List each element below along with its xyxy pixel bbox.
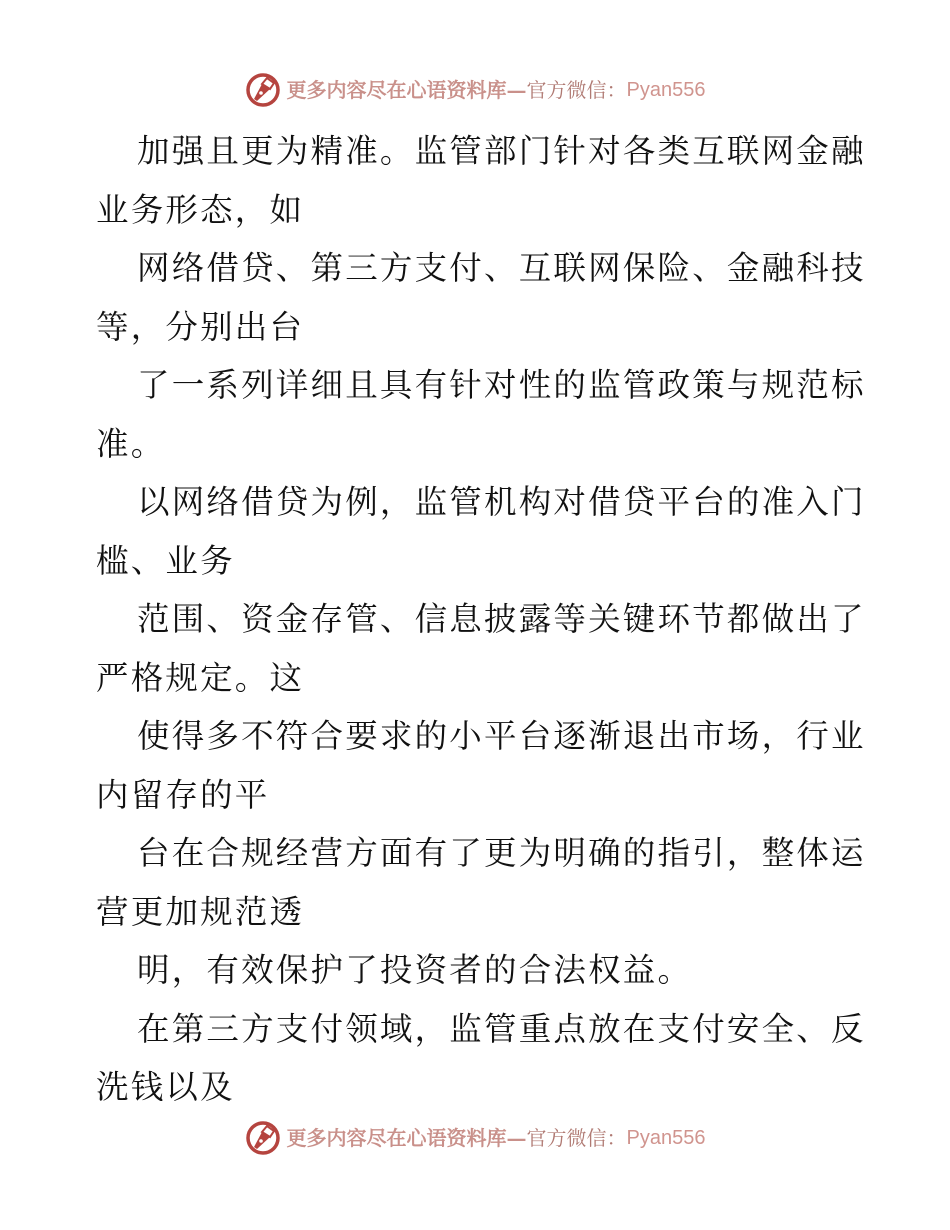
watermark-dash: — [506,78,527,102]
paragraph-line: 明，有效保护了投资者的合法权益。 [137,951,693,989]
paragraph-line: 严格规定。这 [96,658,305,697]
paragraph-line: 等，分别出台 [96,307,305,346]
paragraph-line: 洗钱以及 [96,1068,235,1106]
pen-nib-logo-icon [245,1120,281,1156]
paragraph-line: 范围、资金存管、信息披露等关键环节都做出了 [137,600,866,638]
document-body [96,122,866,1117]
paragraph-line: 以网络借贷为例，监管机构对借贷平台的准入门 [137,483,866,521]
paragraph-line: 了一系列详细且具有针对性的监管政策与规范标 [137,366,866,404]
paragraph-line: 业务形态，如 [96,190,305,229]
paragraph [96,824,866,941]
watermark-dash: — [506,1126,527,1150]
paragraph [96,122,866,239]
header-watermark [0,69,950,111]
paragraph [96,356,866,473]
watermark-official-label: 官方微信： [526,1126,627,1150]
paragraph-line: 在第三方支付领域，监管重点放在支付安全、反 [137,1009,866,1048]
paragraph-line: 内留存的平 [96,775,270,814]
paragraph [96,473,866,590]
watermark-official-label: 官方微信： [526,78,627,102]
paragraph-line: 台在合规经营方面有了更为明确的指引，整体运 [137,834,866,872]
watermark-site: 更多内容尽在心语资料库 [286,1126,507,1150]
footer-watermark [0,1117,950,1159]
paragraph [96,707,866,824]
watermark-wechat-id: Pyan556 [626,1127,706,1149]
paragraph [96,239,866,356]
paragraph-line: 槛、业务 [96,541,235,580]
watermark-site: 更多内容尽在心语资料库 [286,78,507,102]
watermark-text [287,1128,706,1148]
paragraph [96,590,866,707]
paragraph-line: 准。 [96,424,166,463]
paragraph-line: 网络借贷、第三方支付、互联网保险、金融科技 [137,249,866,287]
paragraph [96,941,856,1000]
paragraph-line: 加强且更为精准。监管部门针对各类互联网金融 [137,132,866,170]
watermark-wechat-id: Pyan556 [626,79,706,101]
paragraph-line: 营更加规范透 [96,892,305,931]
pen-nib-logo-icon [245,72,281,108]
paragraph-line: 使得多不符合要求的小平台逐渐退出市场，行业 [137,717,866,755]
paragraph [96,1000,866,1117]
watermark-text [287,80,706,100]
